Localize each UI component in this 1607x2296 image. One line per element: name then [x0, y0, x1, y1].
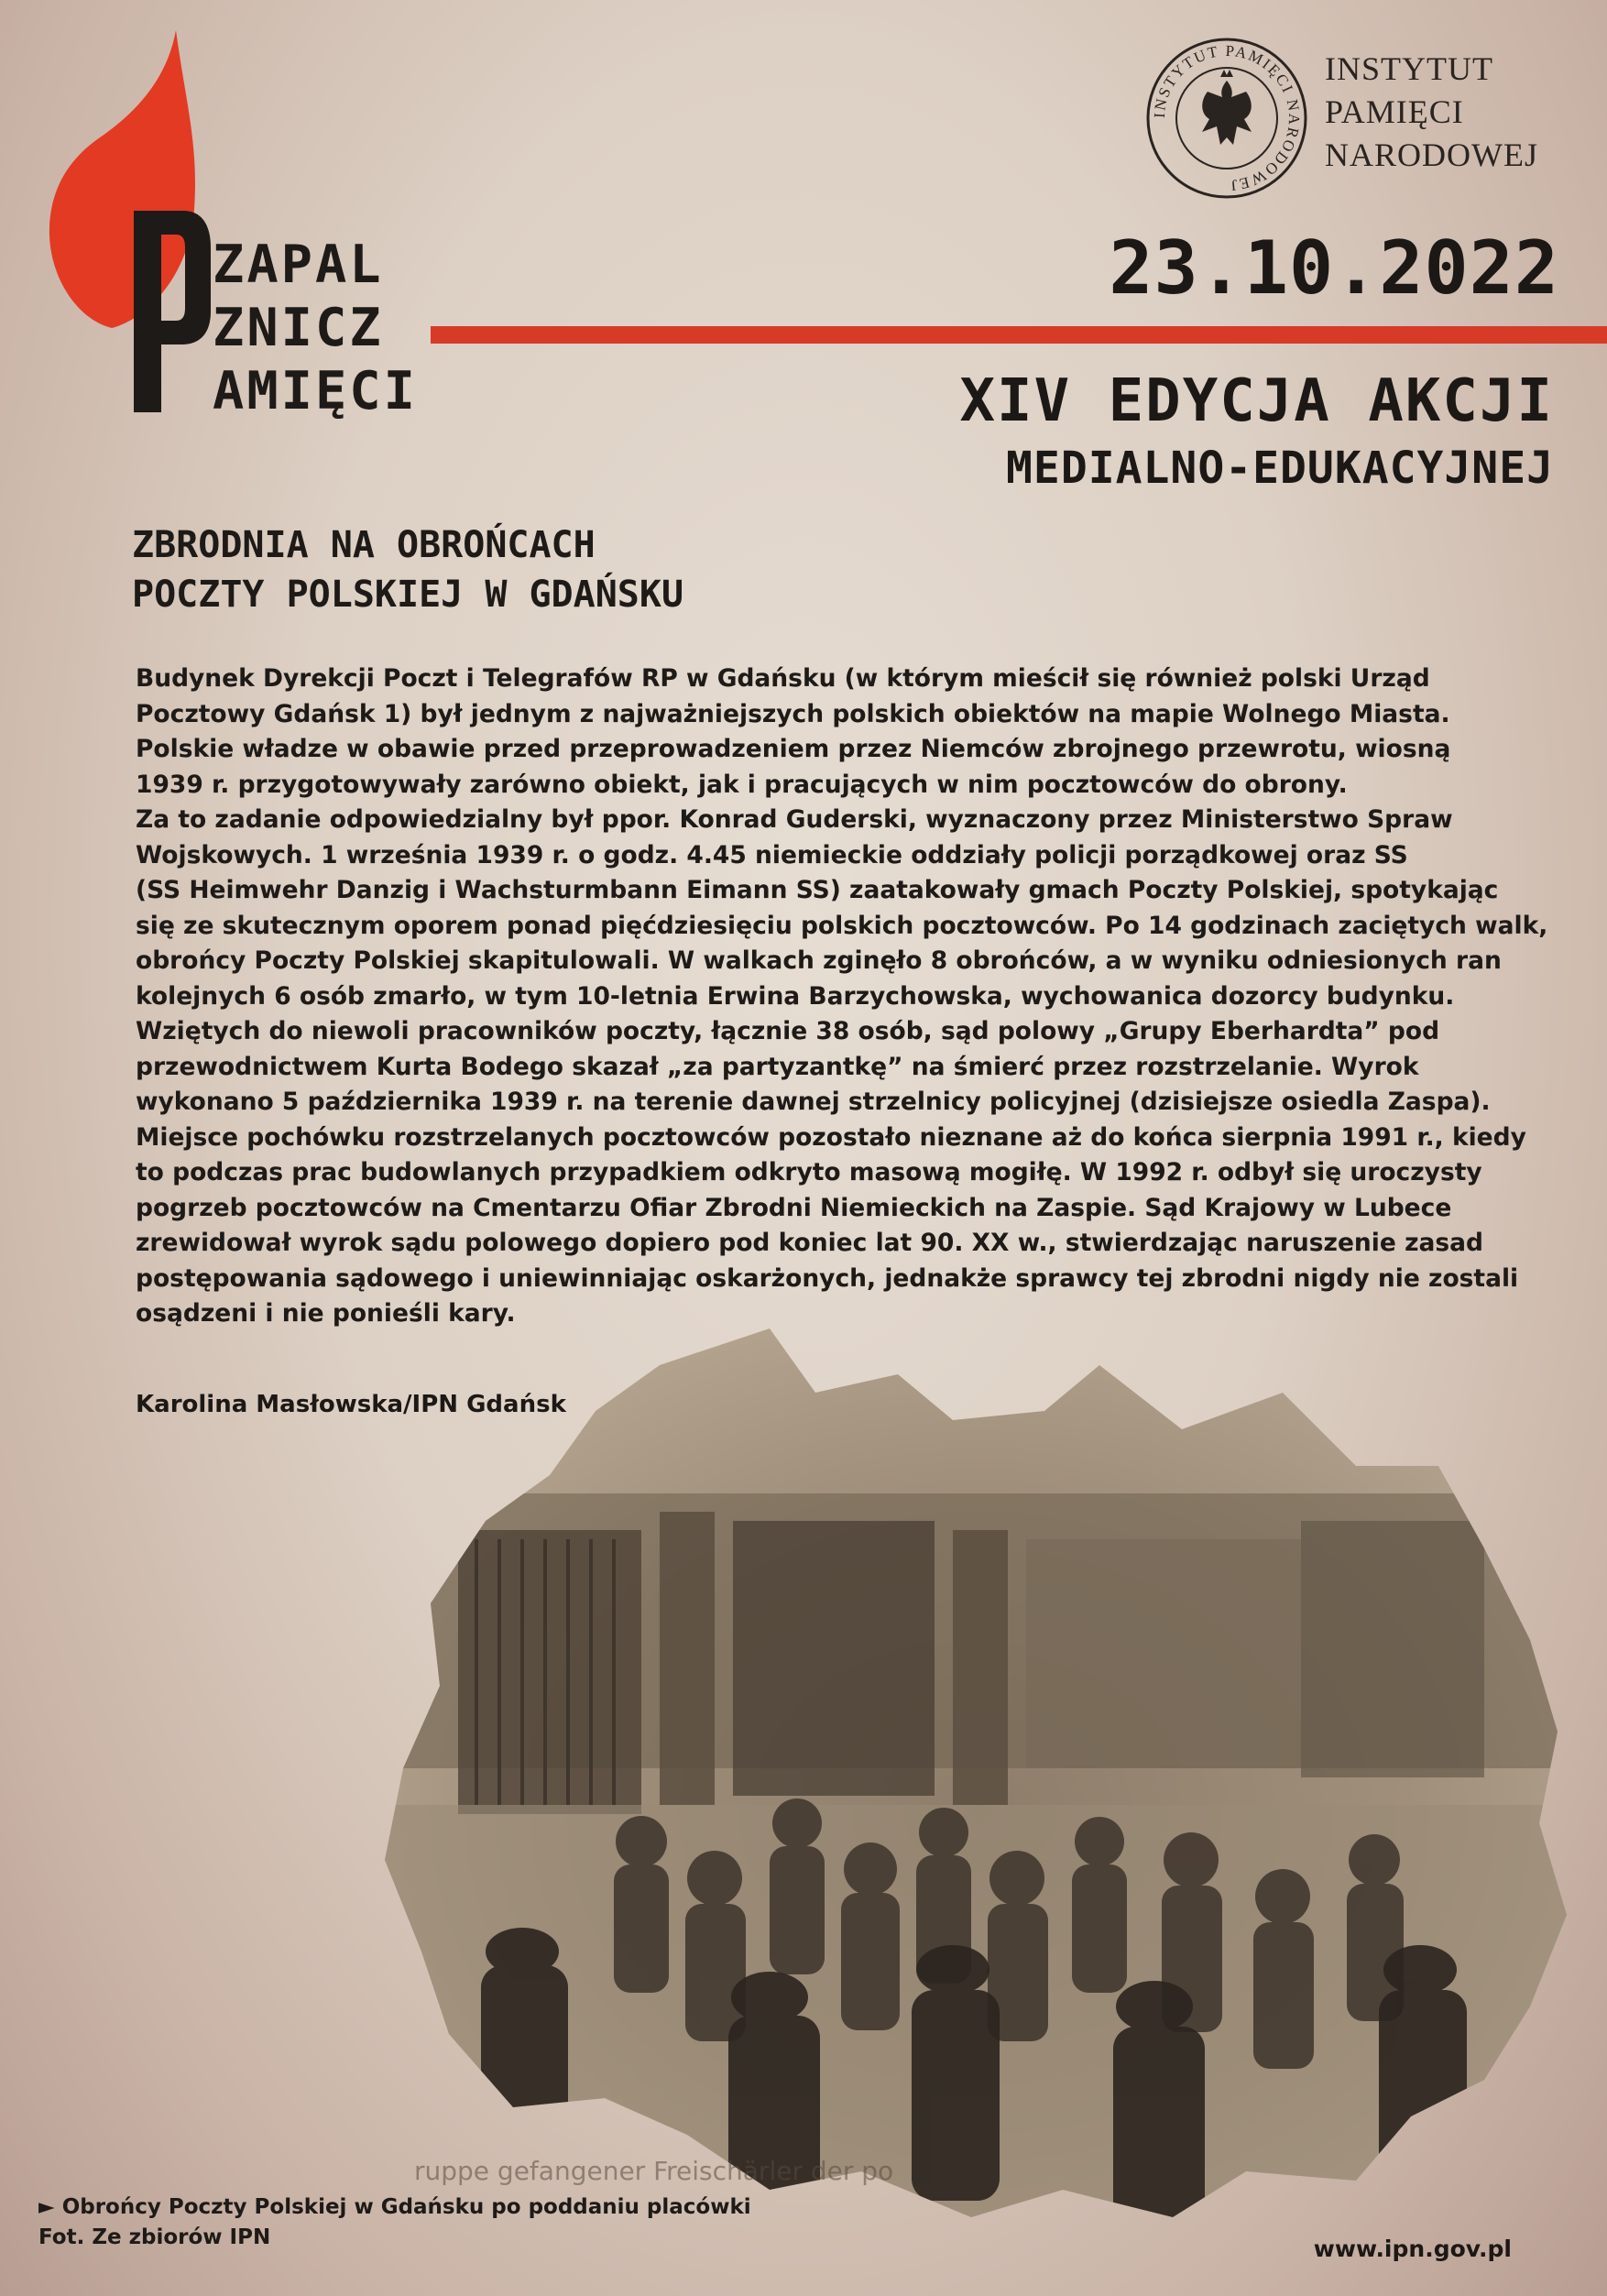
body-line: (SS Heimwehr Danzig i Wachsturmbann Eimann SS) zaatakowały gmach Poczty Polskiej, spotykając	[136, 876, 1499, 904]
campaign-logo-line: ZAPAL	[213, 235, 384, 295]
body-line: postępowania sądowego i uniewinniając oskarżonych, jednakże sprawcy tej zbrodni nigdy nie zostali	[136, 1263, 1519, 1293]
event-date: 23.10.2022	[1109, 225, 1559, 311]
caption-line: ► Obrońcy Poczty Polskiej w Gdańsku po poddaniu placówki	[38, 2195, 751, 2219]
institute-name-line: PAMIĘCI	[1325, 93, 1464, 130]
institute-name-line: INSTYTUT	[1325, 50, 1493, 87]
caption-credit: Fot. Ze zbiorów IPN	[38, 2225, 271, 2249]
headline-line: POCZTY POLSKIEJ W GDAŃSKU	[132, 574, 684, 616]
website-link[interactable]: www.ipn.gov.pl	[1313, 2236, 1512, 2262]
body-line: 1939 r. przygotowywały zarówno obiekt, jak i pracujących w nim pocztowców do obrony.	[136, 770, 1348, 799]
photo-watermark: ruppe gefangener Freischärler der po	[414, 2156, 894, 2186]
body-line: Wojskowych. 1 września 1939 r. o godz. 4.45 niemieckie oddziały policji porządkowej oraz SS	[136, 840, 1408, 869]
body-line: to podczas prac budowlanych przypadkiem odkryto masową mogiłę. W 1992 r. odbył się uroczysty	[136, 1158, 1482, 1186]
body-line: zrewidował wyrok sądu polowego dopiero pod koniec lat 90. XX w., stwierdzając naruszenie zasad	[136, 1229, 1484, 1257]
body-line: Budynek Dyrekcji Poczt i Telegrafów RP w Gdańsku (w którym mieścił się również polski Urząd	[136, 664, 1430, 693]
article-body	[136, 661, 1548, 1332]
body-line: kolejnych 6 osób zmarło, w tym 10-letnia Erwina Barzychowska, wychowanica dozorcy budynku.	[136, 981, 1455, 1011]
campaign-logo-line: AMIĘCI	[213, 361, 418, 421]
edition-title	[960, 365, 1555, 498]
edition-line-1: XIV EDYCJA AKCJI	[959, 367, 1554, 435]
body-line: osądzeni i nie ponieśli kary.	[136, 1299, 516, 1328]
body-line: obrońcy Poczty Polskiej skapitulowali. W walkach zginęło 8 obrońców, a w wyniku odniesionych ran	[136, 946, 1502, 975]
body-line: Miejsce pochówku rozstrzelanych pocztowców pozostało nieznane aż do końca sierpnia 1991 r., kiedy	[136, 1122, 1526, 1152]
institute-name-line: NARODOWEJ	[1325, 137, 1538, 173]
red-divider	[431, 326, 1607, 344]
article-author: Karolina Masłowska/IPN Gdańsk	[136, 1391, 566, 1418]
photo-caption	[38, 2192, 751, 2253]
body-line: Za to zadanie odpowiedzialny był ppor. Konrad Guderski, wyznaczony przez Ministerstwo Spraw	[136, 805, 1453, 834]
body-line: Wziętych do niewoli pracowników poczty, łącznie 38 osób, sąd polowy „Grupy Eberhardta” pod	[136, 1017, 1440, 1045]
body-line: się ze skutecznym oporem ponad pięćdziesięciu polskich pocztowców. Po 14 godzinach zaciętych walk,	[136, 911, 1548, 940]
institute-name	[1325, 48, 1538, 177]
ipn-seal-icon	[1143, 35, 1310, 202]
campaign-logo-text	[213, 234, 418, 423]
svg-text:INSTYTUT PAMIĘCI NARODOWEJ: INSTYTUT PAMIĘCI NARODOWEJ	[1150, 41, 1304, 195]
body-line: Pocztowy Gdańsk 1) był jednym z najważniejszych polskich obiektów na mapie Wolnego Miasta.	[136, 699, 1450, 728]
body-line: przewodnictwem Kurta Bodego skazał „za partyzantkę” na śmierć przez rozstrzelanie. Wyrok	[136, 1052, 1419, 1081]
body-line: pogrzeb pocztowców na Cmentarzu Ofiar Zbrodni Niemieckich na Zaspie. Sąd Krajowy w Lubece	[136, 1193, 1452, 1222]
logo-letter-p	[128, 211, 211, 412]
article-headline	[132, 520, 683, 619]
campaign-logo-line: ZNICZ	[213, 298, 384, 358]
headline-line: ZBRODNIA NA OBROŃCACH	[132, 524, 596, 566]
body-line: Polskie władze w obawie przed przeprowadzeniem przez Niemców zbrojnego przewrotu, wiosną	[136, 735, 1451, 763]
edition-line-2: MEDIALNO-EDUKACYJNEJ	[1006, 443, 1554, 494]
body-line: wykonano 5 października 1939 r. na terenie dawnej strzelnicy policyjnej (dzisiejsze osiedla Zaspa).	[136, 1088, 1491, 1116]
historical-photo	[385, 1310, 1576, 2226]
